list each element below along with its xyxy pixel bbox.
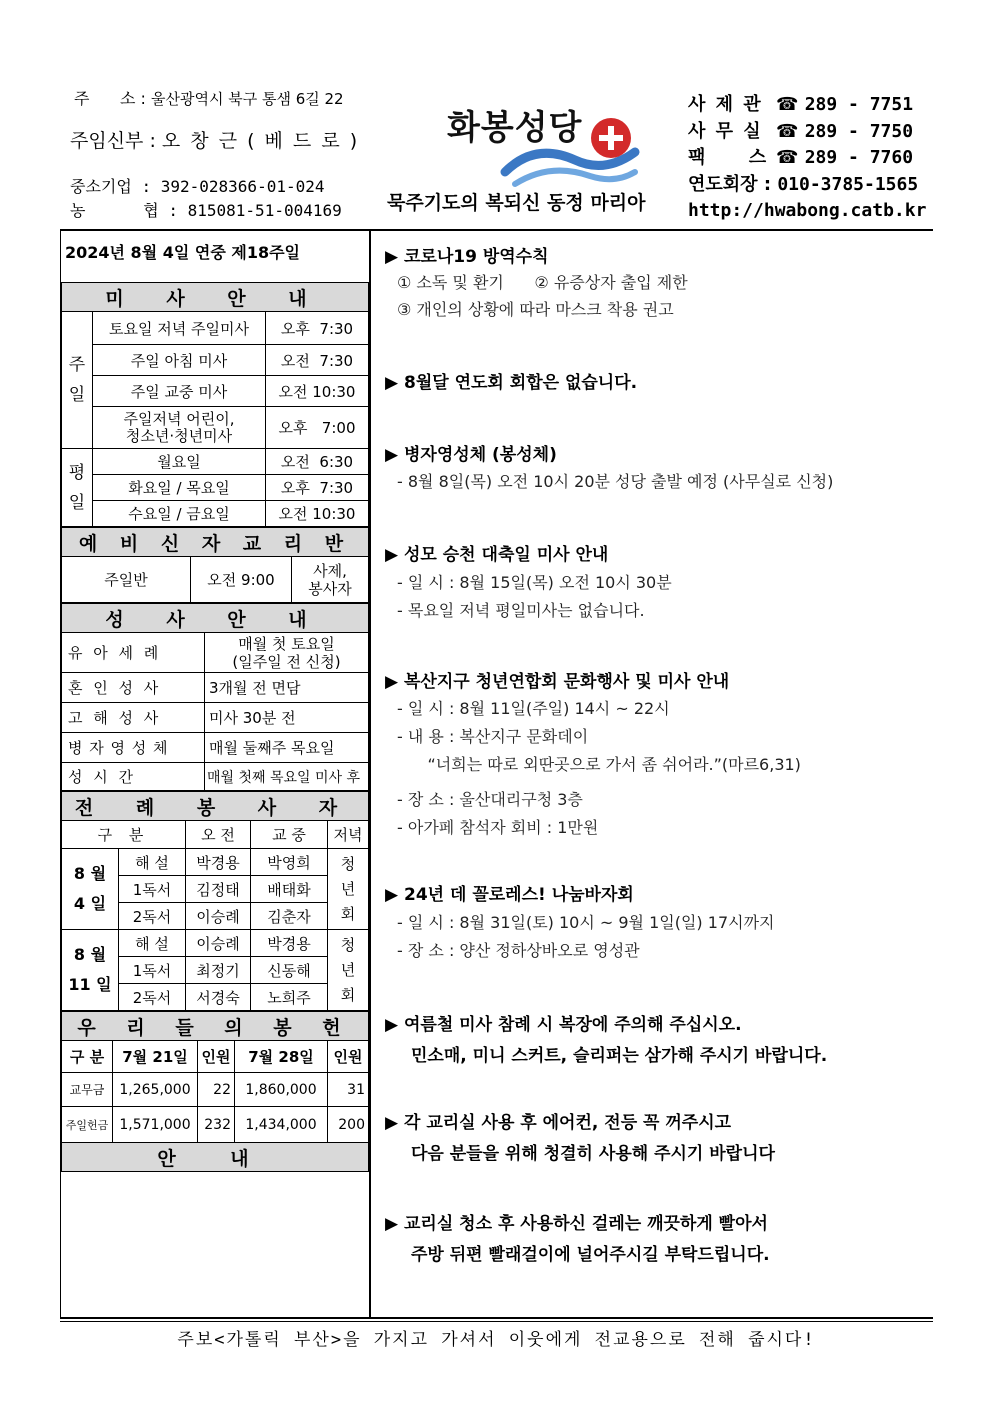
- notice-title-row: [385, 1108, 775, 1133]
- mass-time: 오전 6:30: [266, 449, 369, 475]
- liturgy-main: 김춘자: [251, 903, 328, 930]
- sacrament-name: 성 시 간: [62, 763, 205, 791]
- notice-line: - 목요일 저녁 평일미사는 없습니다.: [397, 601, 645, 620]
- offering-header: 인원: [198, 1041, 235, 1073]
- contact-number: 289 - 7751: [804, 94, 914, 115]
- notice-title: 성모 승천 대축일 미사 안내: [404, 545, 609, 565]
- phone-icon: ☎: [776, 94, 799, 115]
- notice-item: [385, 242, 688, 320]
- liturgy-am: 이승례: [186, 903, 251, 930]
- contact-row: [688, 119, 926, 146]
- liturgy-title: 전 례 봉 사 자: [62, 792, 369, 821]
- sacrament-name: 유 아 세 례: [62, 633, 205, 673]
- notice-title: 교리실 청소 후 사용하신 걸레는 깨끗하게 빨아서: [404, 1214, 768, 1234]
- mass-name: 월요일: [93, 449, 266, 475]
- liturgy-evening: 청 년 회: [328, 930, 369, 1011]
- sacrament-name: 혼 인 성 사: [62, 673, 205, 703]
- offering-header: 구 분: [62, 1041, 113, 1073]
- mass-name: 토요일 저녁 주일미사: [93, 312, 266, 345]
- notice-title-row: [385, 368, 637, 393]
- notice-item: [385, 440, 833, 492]
- notice-title: 병자영성체 (봉성체): [404, 445, 557, 465]
- liturgy-role: 1독서: [119, 957, 186, 984]
- offering-amount: 1,434,000: [235, 1107, 328, 1143]
- liturgy-table: [61, 791, 369, 1011]
- liturgy-am: 박경용: [186, 849, 251, 876]
- sacrament-table: [61, 603, 369, 791]
- liturgy-date: 8 월 11 일: [62, 930, 119, 1011]
- liturgy-role: 2독서: [119, 903, 186, 930]
- mass-name: 화요일 / 목요일: [93, 475, 266, 501]
- notice-line: ③ 개인의 상황에 따라 마스크 착용 권고: [397, 300, 674, 319]
- offering-amount: 1,860,000: [235, 1073, 328, 1107]
- address-row: [74, 86, 344, 109]
- catechumen-time: 오전 9:00: [191, 557, 292, 603]
- arrow-icon: ▶: [385, 247, 404, 267]
- church-name: 화봉성당: [447, 108, 583, 148]
- website-link[interactable]: http://hwabong.catb.kr: [688, 200, 927, 221]
- contact-row: [688, 145, 926, 172]
- address-label: 주 소 :: [74, 89, 146, 108]
- notice-title: 각 교리실 사용 후 에어컨, 전등 꼭 꺼주시고: [404, 1113, 732, 1133]
- notice-title-row: [385, 1010, 827, 1035]
- notice-item: [385, 1108, 775, 1164]
- column-divider: [370, 230, 371, 1318]
- notice-line: - 내 용 : 복산지구 문화데이: [397, 727, 589, 746]
- notice-line: - 장 소 : 울산대리구청 3층: [397, 790, 583, 809]
- weekday-label: 평 일: [62, 449, 93, 527]
- mass-time: 오전 7:30: [266, 345, 369, 376]
- arrow-icon: ▶: [385, 545, 404, 565]
- notice-title-row: [385, 440, 833, 465]
- sacrament-info: 3개월 전 면담: [205, 673, 369, 703]
- offering-header: 인원: [328, 1041, 369, 1073]
- mass-time: 오전 10:30: [266, 376, 369, 407]
- mass-time: 오전 10:30: [266, 501, 369, 527]
- notice-title: 24년 데 꼴로레스! 나눔바자회: [404, 885, 634, 905]
- bottom-rule: [60, 1317, 933, 1319]
- account-row-1: [70, 174, 325, 197]
- president-row: [688, 172, 926, 199]
- guide-title: 안 내: [62, 1143, 369, 1172]
- pastor-name: 오 창 근 ( 베 드 로 ): [161, 130, 360, 152]
- offering-count: 232: [198, 1107, 235, 1143]
- notice-title-row: [385, 540, 672, 565]
- catechumen-title: 예 비 신 자 교 리 반: [62, 528, 369, 557]
- contact-list: [688, 92, 926, 225]
- address: 울산광역시 북구 통샘 6길 22: [151, 90, 344, 108]
- liturgy-am: 최정기: [186, 957, 251, 984]
- notice-line: 다음 분들을 위해 청결히 사용해 주시기 바랍니다: [411, 1144, 775, 1164]
- offering-name: 교무금: [62, 1073, 113, 1107]
- mass-time: 오후 7:30: [266, 312, 369, 345]
- notice-title-row: [385, 880, 775, 905]
- notice-line: 주방 뒤편 빨래걸이에 널어주시길 부탁드립니다.: [411, 1245, 770, 1265]
- notice-item: [385, 1010, 827, 1066]
- arrow-icon: ▶: [385, 1113, 404, 1133]
- sacrament-title: 성 사 안 내: [62, 604, 369, 633]
- notice-title: 8월달 연도회 회합은 없습니다.: [404, 373, 638, 393]
- left-content: [61, 232, 369, 1172]
- arrow-icon: ▶: [385, 672, 404, 692]
- sacrament-info: 매월 첫째 목요일 미사 후: [205, 763, 369, 791]
- notice-item: [385, 880, 775, 961]
- offering-name: 주일헌금: [62, 1107, 113, 1143]
- notice-title-row: [385, 242, 688, 267]
- liturgy-evening: 청 년 회: [328, 849, 369, 930]
- sacrament-info: 매월 첫 토요일 (일주일 전 신청): [205, 633, 369, 673]
- liturgy-header: 구 분: [62, 821, 186, 849]
- date-line: 2024년 8월 4일 연중 제18주일: [65, 243, 300, 262]
- liturgy-role: 해 설: [119, 849, 186, 876]
- notice-line: - 일 시 : 8월 11일(주일) 14시 ~ 22시: [397, 699, 670, 718]
- contact-label: 사 무 실: [688, 120, 763, 142]
- account2-label: 농 협 :: [70, 201, 178, 220]
- arrow-icon: ▶: [385, 373, 404, 393]
- notice-line: - 8월 8일(목) 오전 10시 20분 성당 출발 예정 (사무실로 신청): [397, 472, 834, 491]
- contact-row: [688, 92, 926, 119]
- offering-count: 22: [198, 1073, 235, 1107]
- liturgy-main: 노희주: [251, 984, 328, 1011]
- liturgy-header: 오 전: [186, 821, 251, 849]
- notice-line: ① 소독 및 환기 ② 유증상자 출입 제한: [397, 273, 688, 292]
- offering-amount: 1,265,000: [113, 1073, 198, 1107]
- contact-label: 팩 스: [688, 147, 769, 168]
- offering-header: 7월 21일: [113, 1041, 198, 1073]
- footer-text: 주보<가톨릭 부산>을 가지고 가셔서 이웃에게 전교용으로 전해 줍시다!: [177, 1330, 816, 1350]
- president-phone: 010-3785-1565: [777, 173, 919, 195]
- liturgy-main: 신동해: [251, 957, 328, 984]
- offering-table: [61, 1011, 369, 1172]
- arrow-icon: ▶: [385, 1214, 404, 1234]
- mass-name: 주일저녁 어린이, 청소년·청년미사: [93, 407, 266, 449]
- notice-title-row: [385, 1209, 770, 1234]
- liturgy-main: 박영희: [251, 849, 328, 876]
- liturgy-role: 2독서: [119, 984, 186, 1011]
- liturgy-date: 8 월 4 일: [62, 849, 119, 930]
- notice-line: “너희는 따로 외딴곳으로 가서 좀 쉬어라.”(마르6,31): [397, 755, 801, 774]
- notice-title: 코로나19 방역수칙: [404, 247, 549, 267]
- mass-name: 주일 교중 미사: [93, 376, 266, 407]
- mass-title: 미 사 안 내: [62, 283, 369, 312]
- contact-number: 289 - 7750: [804, 120, 914, 142]
- notice-title: 복산지구 청년연합회 문화행사 및 미사 안내: [404, 672, 730, 692]
- contact-label: 사 제 관: [688, 94, 763, 115]
- phone-icon: ☎: [776, 120, 799, 142]
- liturgy-main: 배태화: [251, 876, 328, 903]
- notice-line: - 일 시 : 8월 31일(토) 10시 ~ 9월 1일(일) 17시까지: [397, 913, 775, 932]
- liturgy-main: 박경용: [251, 930, 328, 957]
- president-label: 연도회장 :: [688, 173, 772, 195]
- arrow-icon: ▶: [385, 885, 404, 905]
- liturgy-header: 교 중: [251, 821, 328, 849]
- account1-number: 392-028366-01-024: [160, 177, 325, 196]
- pastor-row: [70, 126, 359, 153]
- notice-line: 민소매, 미니 스커트, 슬리퍼는 삼가해 주시기 바랍니다.: [411, 1046, 828, 1066]
- motto: 묵주기도의 복되신 동정 마리아: [387, 192, 646, 214]
- church-logo: [495, 112, 645, 190]
- notice-item: [385, 540, 672, 621]
- liturgy-role: 해 설: [119, 930, 186, 957]
- sacrament-name: 고 해 성 사: [62, 703, 205, 733]
- liturgy-am: 서경숙: [186, 984, 251, 1011]
- mass-table: [61, 282, 369, 527]
- sacrament-name: 병 자 영 성 체: [62, 733, 205, 763]
- arrow-icon: ▶: [385, 445, 404, 465]
- sacrament-info: 매월 둘째주 목요일: [205, 733, 369, 763]
- liturgy-role: 1독서: [119, 876, 186, 903]
- mass-name: 주일 아침 미사: [93, 345, 266, 376]
- notice-item: [385, 667, 801, 838]
- pastor-label: 주임신부 :: [70, 130, 156, 152]
- catechumen-who: 사제, 봉사자: [292, 557, 369, 603]
- notice-line: - 아가페 참석자 회비 : 1만원: [397, 818, 599, 837]
- notice-line: - 일 시 : 8월 15일(목) 오전 10시 30분: [397, 573, 672, 592]
- arrow-icon: ▶: [385, 1015, 404, 1035]
- notice-item: [385, 1209, 770, 1265]
- mass-name: 수요일 / 금요일: [93, 501, 266, 527]
- offering-header: 7월 28일: [235, 1041, 328, 1073]
- mass-time: 오후 7:30: [266, 475, 369, 501]
- account1-label: 중소기업 :: [70, 177, 152, 196]
- offering-count: 200: [328, 1107, 369, 1143]
- offering-title: 우 리 들 의 봉 헌: [62, 1012, 369, 1041]
- liturgy-header: 저녁: [328, 821, 369, 849]
- notice-item: [385, 368, 637, 393]
- sacrament-info: 미사 30분 전: [205, 703, 369, 733]
- account2-number: 815081-51-004169: [187, 201, 342, 220]
- notice-line: - 장 소 : 양산 정하상바오로 영성관: [397, 941, 640, 960]
- catechumen-day: 주일반: [62, 557, 191, 603]
- liturgy-am: 이승례: [186, 930, 251, 957]
- mass-time: 오후 7:00: [266, 407, 369, 449]
- notice-title-row: [385, 667, 801, 692]
- offering-count: 31: [328, 1073, 369, 1107]
- offering-amount: 1,571,000: [113, 1107, 198, 1143]
- bottom-rule-thin: [60, 1321, 933, 1322]
- liturgy-am: 김정태: [186, 876, 251, 903]
- notice-title: 여름철 미사 참례 시 복장에 주의해 주십시오.: [404, 1015, 742, 1035]
- catechumen-table: [61, 527, 369, 603]
- phone-icon: ☎: [776, 147, 799, 168]
- sunday-label: 주 일: [62, 312, 93, 449]
- contact-number: 289 - 7760: [804, 147, 914, 168]
- account-row-2: [70, 198, 342, 221]
